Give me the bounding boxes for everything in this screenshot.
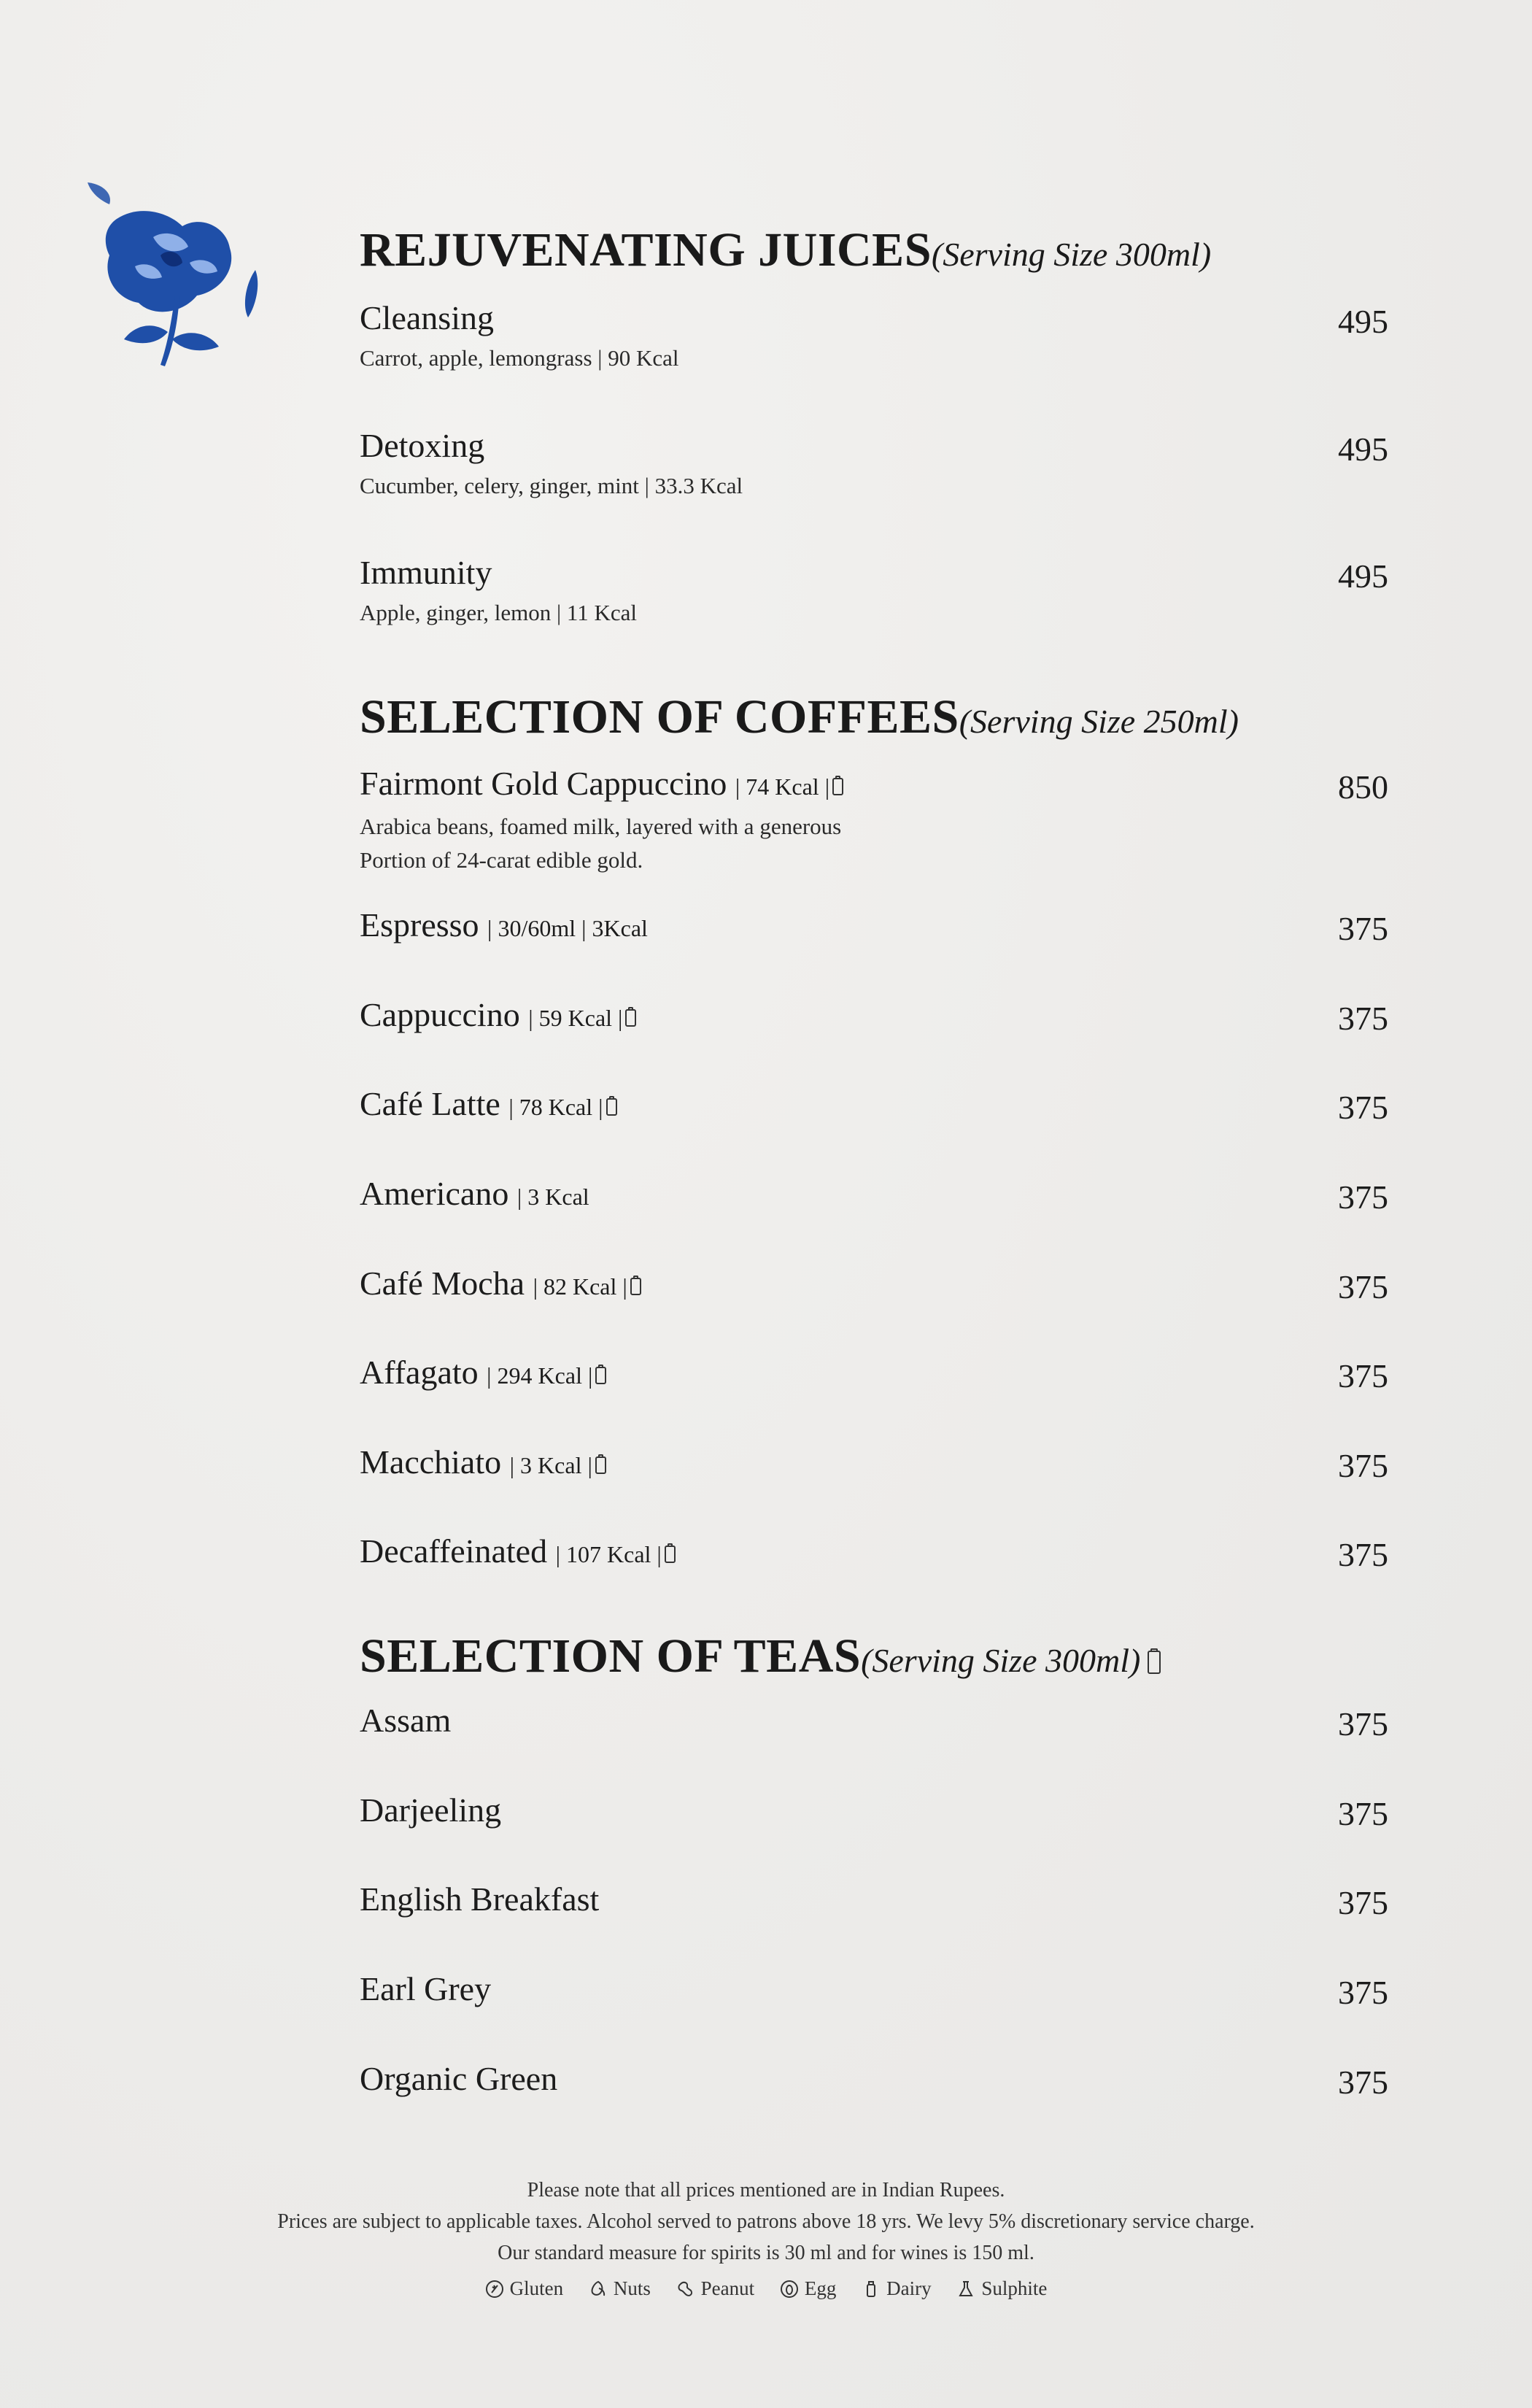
section-title-coffees: SELECTION OF COFFEES(Serving Size 250ml) [360, 690, 1239, 744]
dairy-icon [595, 1367, 606, 1384]
item-price: 375 [1338, 1089, 1388, 1126]
flower-illustration [73, 175, 270, 372]
item-price: 495 [1338, 303, 1388, 340]
allergen-gluten: Gluten [485, 2273, 564, 2304]
peanut-icon [676, 2280, 695, 2299]
item-price: 495 [1338, 557, 1388, 595]
footer-line: Please note that all prices mentioned are in Indian Rupees. [527, 2179, 1005, 2201]
section-title-juices: REJUVENATING JUICES(Serving Size 300ml) [360, 223, 1212, 277]
menu-item: Fairmont Gold Cappuccino | 74 Kcal | Arabica beans, foamed milk, layered with a generous Portion of 24-carat edible gold. 850 [360, 765, 1388, 873]
item-price: 375 [1338, 1705, 1388, 1743]
item-price: 375 [1338, 1447, 1388, 1484]
allergen-peanut: Peanut [676, 2273, 755, 2304]
dairy-icon [625, 1009, 636, 1027]
section-title-teas: SELECTION OF TEAS(Serving Size 300ml) [360, 1629, 1161, 1684]
item-price: 375 [1338, 910, 1388, 947]
allergen-legend [0, 2273, 1532, 2304]
item-price: 375 [1338, 1536, 1388, 1573]
allergen-nuts: Nuts [589, 2273, 651, 2304]
footer-line: Our standard measure for spirits is 30 ml and for wines is 150 ml. [498, 2242, 1034, 2264]
dairy-icon [832, 778, 843, 795]
item-price: 850 [1338, 768, 1388, 806]
dairy-icon [595, 1456, 606, 1474]
item-price: 375 [1338, 1178, 1388, 1216]
menu-item: Café Latte | 78 Kcal | 375 [360, 1085, 1388, 1126]
menu-item: Organic Green 375 [360, 2060, 1388, 2101]
nuts-icon [589, 2280, 608, 2299]
item-price: 375 [1338, 1974, 1388, 2011]
item-price: 375 [1338, 1884, 1388, 1921]
menu-item: Assam 375 [360, 1702, 1388, 1743]
allergen-sulphite: Sulphite [956, 2273, 1047, 2304]
allergen-egg: Egg [780, 2273, 837, 2304]
item-price: 495 [1338, 431, 1388, 468]
menu-item: Americano | 3 Kcal 375 [360, 1175, 1388, 1216]
footer-notes [0, 2174, 1532, 2304]
dairy-icon [1148, 1651, 1161, 1674]
dairy-icon [606, 1098, 617, 1116]
item-price: 375 [1338, 1795, 1388, 1832]
menu-item: Affagato | 294 Kcal | 375 [360, 1354, 1388, 1394]
dairy-icon [630, 1278, 641, 1295]
menu-item: Decaffeinated | 107 Kcal | 375 [360, 1532, 1388, 1573]
dairy-icon [665, 1545, 676, 1563]
item-price: 375 [1338, 1268, 1388, 1305]
item-price: 375 [1338, 1000, 1388, 1037]
menu-item: Darjeeling 375 [360, 1791, 1388, 1832]
menu-item: Cleansing Carrot, apple, lemongrass | 90 Kcal 495 [360, 299, 1388, 371]
gluten-icon [485, 2280, 504, 2299]
item-price: 375 [1338, 1357, 1388, 1394]
item-price: 375 [1338, 2064, 1388, 2101]
menu-item: Espresso | 30/60ml | 3Kcal 375 [360, 906, 1388, 947]
menu-item: Macchiato | 3 Kcal | 375 [360, 1443, 1388, 1484]
egg-icon [780, 2280, 799, 2299]
menu-item: Cappuccino | 59 Kcal | 375 [360, 996, 1388, 1037]
allergen-dairy: Dairy [862, 2273, 931, 2304]
menu-item: Immunity Apple, ginger, lemon | 11 Kcal 495 [360, 554, 1388, 625]
dairy-icon [862, 2280, 881, 2299]
sulphite-icon [956, 2280, 975, 2299]
menu-item: Detoxing Cucumber, celery, ginger, mint | 33.3 Kcal 495 [360, 427, 1388, 498]
menu-item: English Breakfast 375 [360, 1880, 1388, 1921]
menu-item: Café Mocha | 82 Kcal | 375 [360, 1265, 1388, 1305]
footer-line: Prices are subject to applicable taxes. Alcohol served to patrons above 18 yrs. We levy 5% discretionary service charge. [277, 2210, 1255, 2233]
menu-item: Earl Grey 375 [360, 1970, 1388, 2011]
